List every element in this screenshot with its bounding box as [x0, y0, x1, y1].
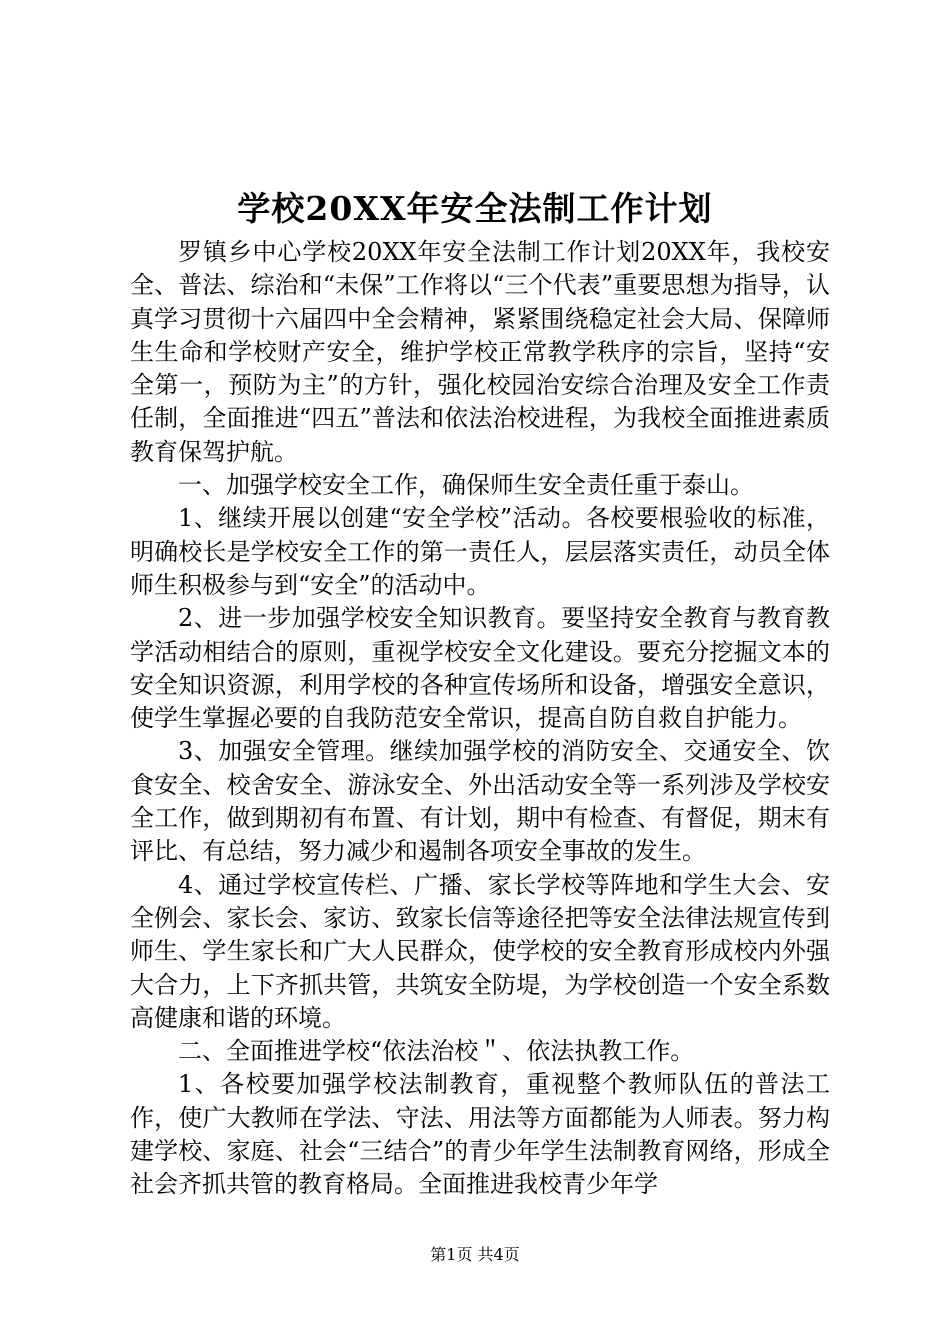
page-footer: 第1页 共4页	[430, 1245, 520, 1264]
heading-section-2: 二、全面推进学校“依法治校＂、依法执教工作。	[178, 1037, 695, 1066]
paragraph-2-1: 1、各校要加强学校法制教育，重视整个教师队伍的普法工作，使广大教师在学法、守法、用法等方面都能为人师表。努力构建学校、家庭、社会“三结合”的青少年学生法制教育网络，形成全社会齐抓共管的教育格局。全面推进我校青少年学	[130, 1070, 830, 1199]
paragraph-1-4: 4、通过学校宣传栏、广播、家长学校等阵地和学生大会、安全例会、家长会、家访、致家长信等途径把等安全法律法规宣传到师生、学生家长和广大人民群众，使学校的安全教育形成校内外强大合力，上下齐抓共管，共筑安全防堤，为学校创造一个安全系数高健康和谐的环境。	[130, 870, 830, 1032]
heading-section-1: 一、加强学校安全工作，确保师生安全责任重于泰山。	[178, 471, 754, 500]
paragraph-1-2: 2、进一步加强学校安全知识教育。要坚持安全教育与教育教学活动相结合的原则，重视学校安全文化建设。要充分挖掘文本的安全知识资源，利用学校的各种宣传场所和设备，增强安全意识，使学生掌握必要的自我防范安全常识，提高自防自救自护能力。	[130, 604, 830, 733]
paragraph-1-1: 1、继续开展以创建“安全学校”活动。各校要根验收的标准，明确校长是学校安全工作的第一责任人，层层落实责任，动员全体师生积极参与到“安全”的活动中。	[130, 504, 830, 599]
paragraph-1-3: 3、加强安全管理。继续加强学校的消防安全、交通安全、饮食安全、校舍安全、游泳安全、外出活动安全等一系列涉及学校安全工作，做到期初有布置、有计划，期中有检查、有督促，期末有评比、有总结，努力减少和遏制各项安全事故的发生。	[130, 737, 830, 866]
document-title: 学校20XX年安全法制工作计划	[237, 189, 713, 228]
document-body	[130, 236, 830, 1202]
paragraph-intro: 罗镇乡中心学校20XX年安全法制工作计划20XX年，我校安全、普法、综治和“未保”工作将以“三个代表”重要思想为指导，认真学习贯彻十六届四中全会精神，紧紧围绕稳定社会大局、保障师生生命和学校财产安全，维护学校正常教学秩序的宗旨，坚持“安全第一，预防为主”的方针，强化校园治安综合治理及安全工作责任制，全面推进“四五”普法和依法治校进程，为我校全面推进素质教育保驾护航。	[130, 238, 830, 466]
